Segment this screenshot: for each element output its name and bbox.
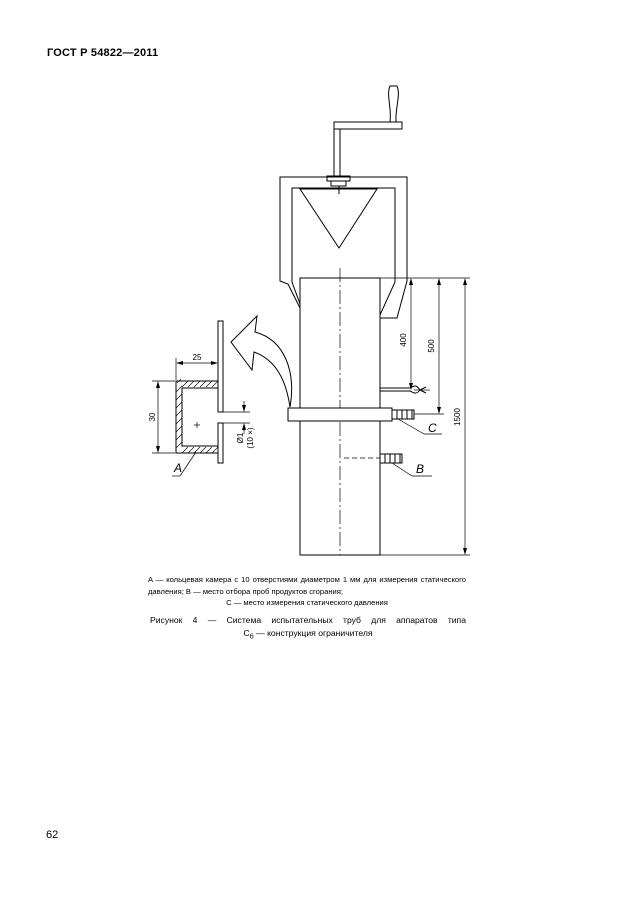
- dim-hole-count: (10 ×): [246, 427, 255, 449]
- label-b: B: [416, 462, 425, 476]
- label-c: C: [428, 421, 437, 435]
- page-number: 62: [46, 829, 59, 841]
- legend-line-1: A — кольцевая камера с 10 отверстиями диаметром 1 мм для измерения: [148, 575, 418, 584]
- dim-hole-diameter: Ø1: [236, 432, 245, 444]
- caption-line-2: [150, 627, 466, 643]
- dim-500: 500: [427, 339, 436, 353]
- wire-probe: [380, 386, 426, 393]
- test-tube: [288, 268, 392, 555]
- caption-line-1: Рисунок 4 — Система испытательных труб для аппаратов типа: [150, 615, 466, 625]
- caption-type: C: [243, 627, 250, 638]
- dim-400: 400: [399, 333, 408, 347]
- dim-25: 25: [192, 353, 202, 362]
- caption-rest: — конструкция ограничителя: [253, 627, 373, 638]
- figure-legend: [148, 574, 466, 609]
- fitting-c: [392, 410, 414, 419]
- label-a: A: [174, 461, 183, 475]
- figure-caption: [150, 614, 466, 643]
- curved-arrow: [231, 316, 292, 407]
- dim-1500: 1500: [453, 408, 462, 426]
- dim-30: 30: [148, 412, 157, 422]
- caption-type-subscript: 6: [249, 632, 254, 641]
- document-header: ГОСТ Р 54822—2011: [47, 47, 159, 59]
- legend-line-2: статического давления; B — место отбора проб продуктов сгорания;: [148, 575, 466, 596]
- legend-line-3: C — место измерения статического давления: [226, 598, 388, 607]
- crank-handle: [327, 86, 402, 186]
